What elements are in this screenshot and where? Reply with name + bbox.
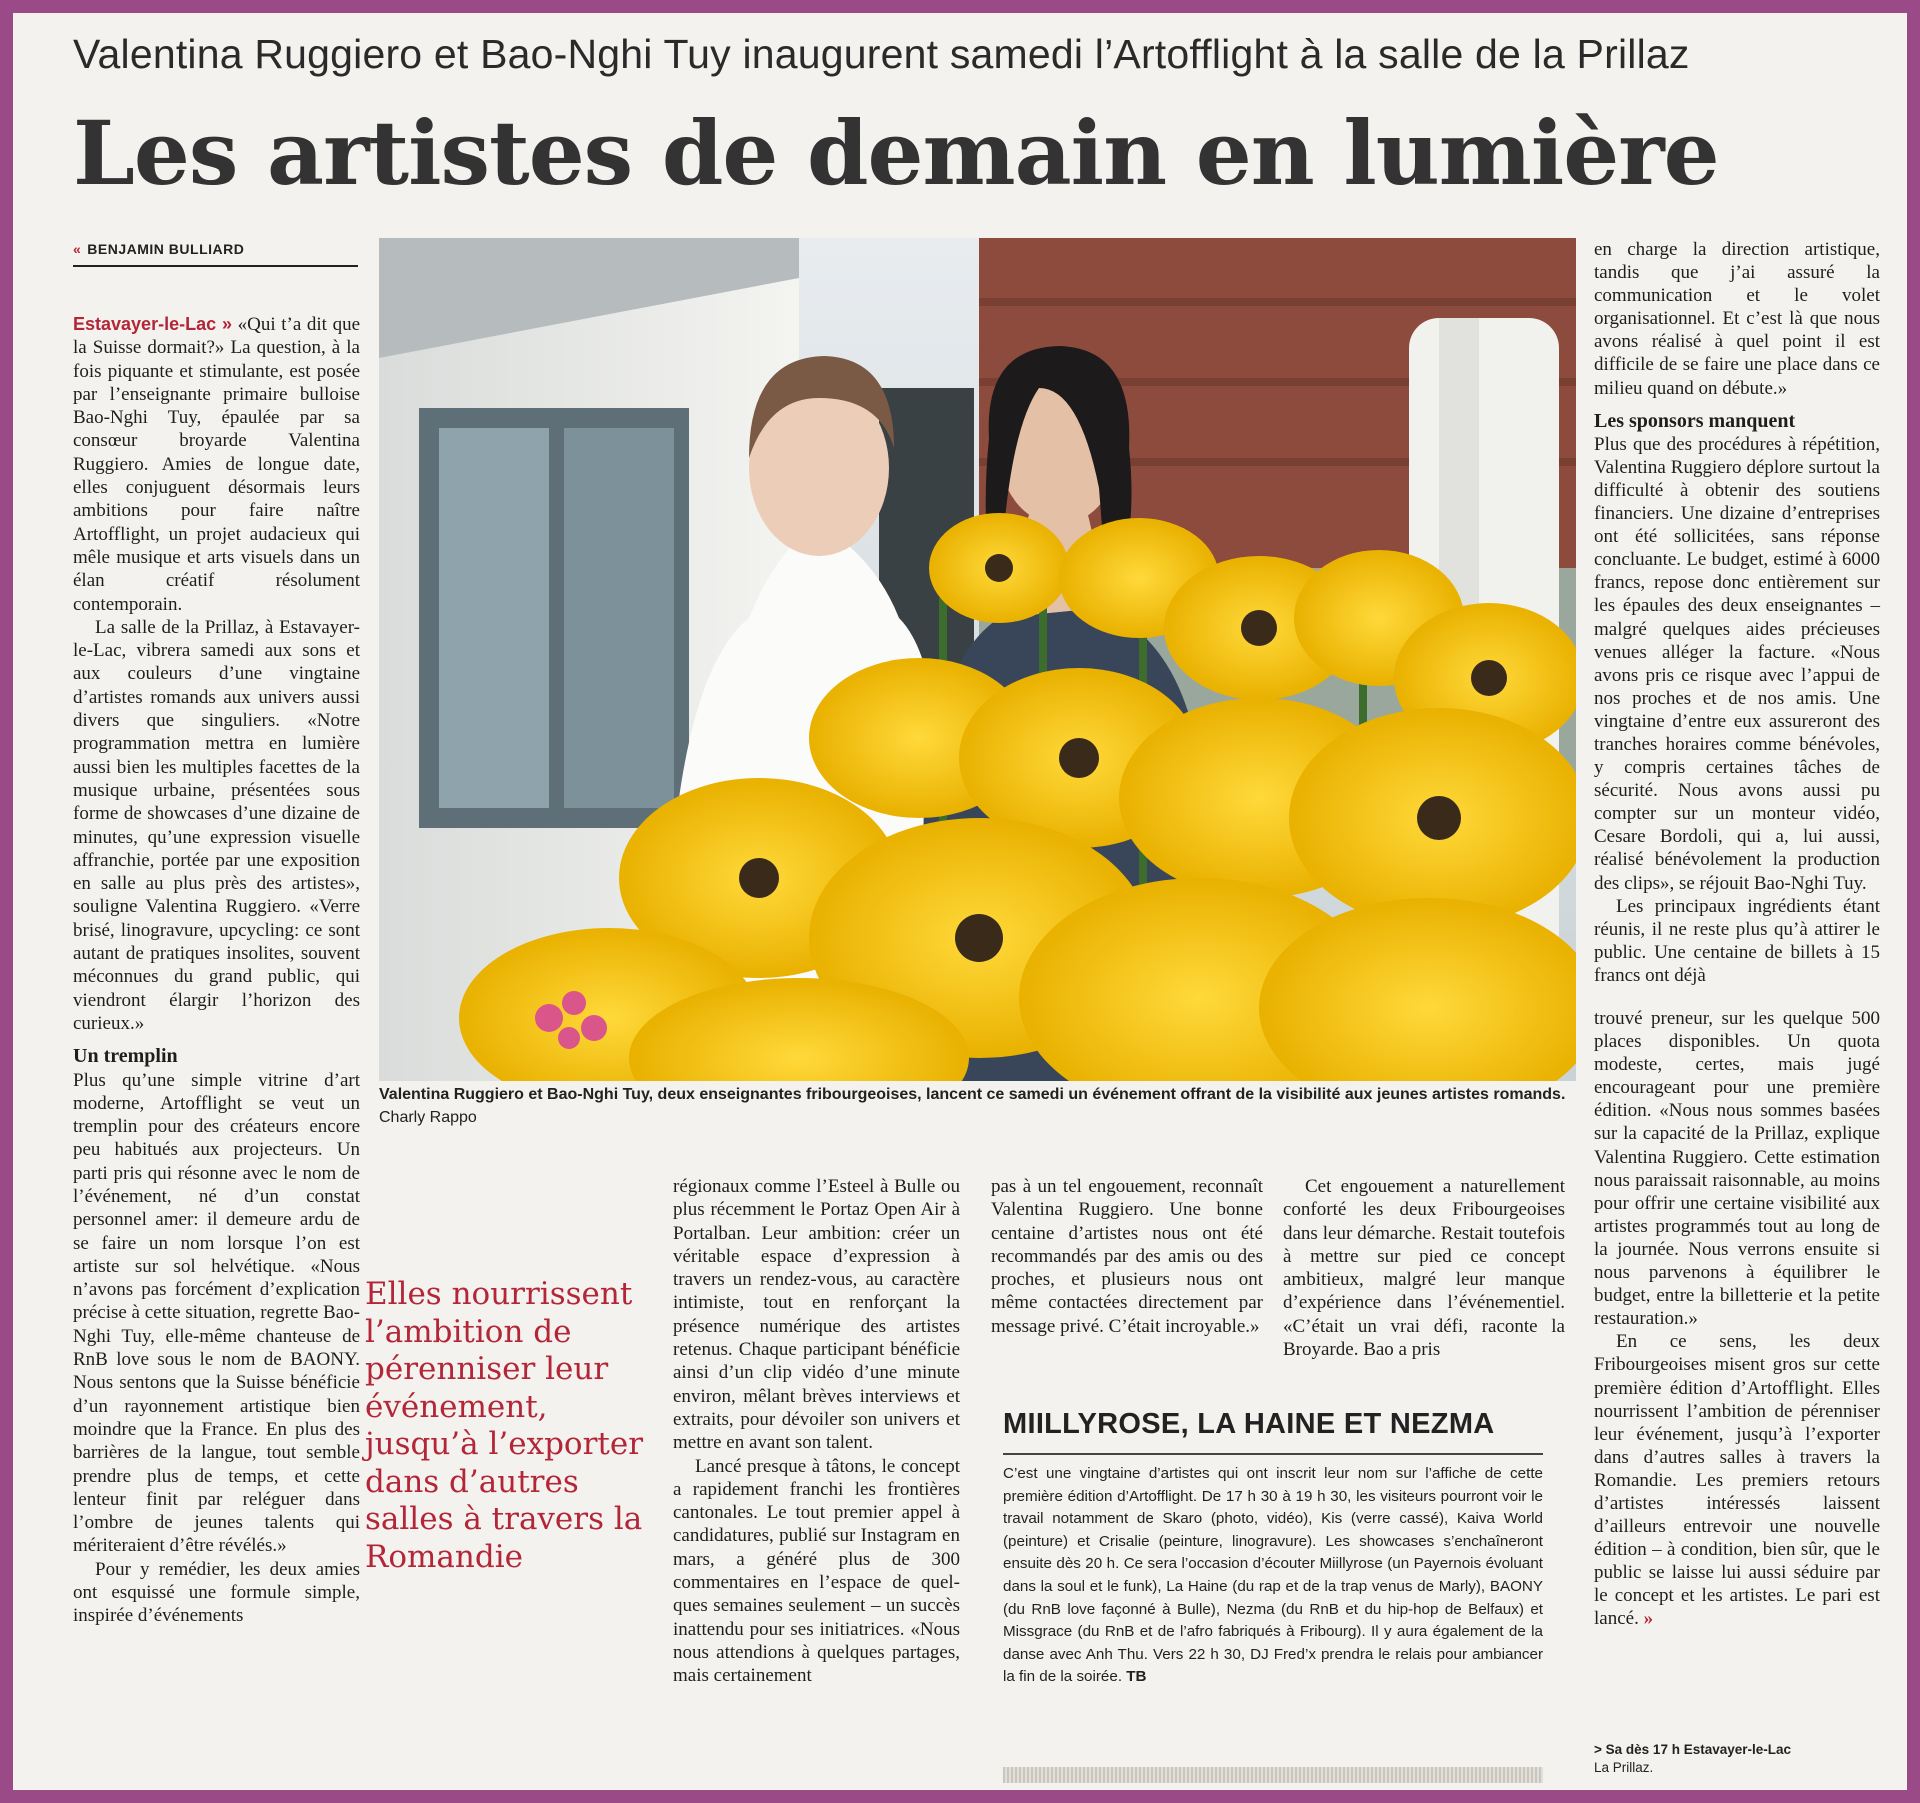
- photo-credit: Charly Rappo: [379, 1109, 477, 1126]
- box-signature: TB: [1126, 1668, 1147, 1686]
- paragraph: Plus que des procédures à répétition, Valentina Ruggiero déplore surtout la difficulté à obtenir des soutiens financiers. Une dizaine d’entreprises ont été sollicitées, sans réponse concluante. Le budget, estimé à 6000 francs, repose donc entièrement sur les épaules des deux enseignantes – malgré quelques aides précieuses venues alléger la facture. «Nous avons pris ce risque avec l’appui de nos proches et de nos amis. Une vingtaine d’entre eux assureront des tranches horaires comme bénévoles, y compris certaines tâches de sécurité. Nous avons aussi pu compter sur un monteur vidéo, Cesare Bordoli, qui a, lui aussi, réalisé bénévolement la production des clips», se réjouit Bao-Nghi Tuy.: [1594, 433, 1880, 894]
- paragraph: régionaux comme l’Esteel à Bulle ou plus récemment le Portaz Open Air à Portalban. Leur ambition: créer un véritable espace d’expression à travers un rendez-vous, au caractère intimiste, tout en renforçant la présence numérique des artistes retenus. Chaque participant bénéficie ainsi d’un clip vidéo d’une minute environ, mêlant brèves interviews et extraits, pour dévoiler son univers et mettre en avant son talent.: [673, 1176, 960, 1454]
- photo-illustration: [379, 238, 1576, 1081]
- column-5: [1594, 238, 1880, 1631]
- event-info-line: [1594, 1741, 1791, 1759]
- event-info-lead: Sa dès 17 h Estavayer-le-Lac: [1605, 1742, 1792, 1757]
- caption-text: Valentina Ruggiero et Bao-Nghi Tuy, deux enseignantes fribourgeoises, lancent ce samedi un événement offrant de la visibilité aux jeunes artistes romands.: [379, 1086, 1566, 1103]
- column-4: [1283, 1175, 1565, 1361]
- column-1: [73, 313, 360, 1628]
- column-2: [673, 1175, 960, 1688]
- paragraph: pas à un tel engouement, reconnaît Valentina Ruggiero. Une bonne centaine d’artistes nous ont été recommandés par des amis ou des proches, et plusieurs nous ont même contactées directement par message privé. C’était incroyable.»: [991, 1176, 1263, 1337]
- byline-marker: «: [73, 241, 82, 257]
- paragraph: Pour y remédier, les deux amies ont esquissé une formule simple, inspirée d’événements: [73, 1558, 360, 1627]
- article-photo: [379, 238, 1576, 1081]
- paragraph: Cet engouement a naturellement conforté les deux Fribourgeoises dans leur démarche. Restait toutefois à mettre sur pied ce concept ambitieux, malgré leur manque d’expérience dans l’événementiel. «C’était un vrai défi, raconte la Broyarde. Bao a pris: [1283, 1176, 1565, 1361]
- event-venue: La Prillaz.: [1594, 1760, 1654, 1775]
- box-title: MIILLYROSE, LA HAINE ET NEZMA: [1003, 1408, 1495, 1440]
- box-footer-bar: [1003, 1767, 1543, 1783]
- box-divider: [1003, 1453, 1543, 1455]
- article-kicker: Valentina Ruggiero et Bao-Nghi Tuy inaugurent samedi l’Artofflight à la salle de la Prillaz: [73, 31, 1690, 77]
- box-body: [1003, 1463, 1543, 1689]
- newspaper-page: [13, 13, 1907, 1790]
- byline-author: BENJAMIN BULLIARD: [87, 241, 245, 257]
- pull-quote: Elles nourrissent l’ambition de pérenniser leur événement, jusqu’à l’exporter dans d’autres salles à travers la Romandie: [365, 1276, 644, 1575]
- photo-caption: [379, 1083, 1569, 1129]
- subhead-sponsors: Les sponsors manquent: [1594, 409, 1796, 432]
- event-info: [1594, 1741, 1791, 1777]
- article-headline: Les artistes de demain en lumière: [73, 101, 1719, 205]
- paragraph-final: [1594, 1330, 1880, 1630]
- paragraph: Lancé presque à tâtons, le concept a rapidement franchi les frontières cantonales. Le tout premier appel à candidatures, publié sur Instagram en mars, a généré plus de 300 commentaires en l’espace de quel-ques semaines seulement – un succès inattendu pour ses initiatrices. «Nous nous attendions à quelques partages, mais certainement: [673, 1455, 960, 1687]
- column-3: [991, 1175, 1263, 1338]
- paragraph: Plus qu’une simple vitrine d’art moderne, Artofflight se veut un tremplin pour des créateurs encore peu habitués aux projecteurs. Un parti pris qui résonne avec le nom de l’événement, né d’un constat personnel amer: il demeure ardu de se faire un nom lorsque l’on est artiste sur sol helvétique. «Nous n’avons pas forcément d’explication précise à cette situation, regrette Bao-Nghi Tuy, elle-même chanteuse de RnB love sous le nom de BAONY. Nous sentons que la Suisse bénéficie d’un rayonnement artistique bien moindre que la France. En plus des barrières de la langue, tout semble prendre plus de temps, et cette lenteur finit par reléguer dans l’ombre de jeunes talents qui mériteraient d’être révélés.»: [73, 1069, 360, 1557]
- subhead-tremplin: Un tremplin: [73, 1045, 178, 1068]
- paragraph-final-text: En ce sens, les deux Fribourgeoises misent gros sur cette première édition d’Artofflight. Elles nourrissent l’ambition de pérenniser leur événement, jusqu’à l’exporter dans d’autres salles à travers la Romandie. Les premiers retours d’artistes intéressés laissent d’ailleurs entrevoir une nouvelle édition – à condition, bien sûr, que le public se laisse lui aussi séduire par le concept et les artistes. Le pari est lancé.: [1594, 1331, 1880, 1630]
- paragraph-lead: [73, 313, 360, 616]
- event-info-marker: >: [1594, 1742, 1602, 1757]
- dateline: Estavayer-le-Lac »: [73, 314, 232, 334]
- paragraph-lead-text: «Qui t’a dit que la Suisse dormait?» La question, à la fois piquante et stimulante, est posée par l’enseignante primaire bulloise Bao-Nghi Tuy, épaulée par sa consœur broyarde Valentina Ruggiero. Amies de longue date, elles conjuguent désormais leurs ambitions pour faire naître Artofflight, un projet audacieux qui mêle musique et arts visuels dans un élan créatif résolument contemporain.: [73, 314, 361, 615]
- byline: [73, 241, 358, 267]
- box-text: C’est une vingtaine d’artistes qui ont inscrit leur nom sur l’affiche de cette première édition d’Artofflight. De 17 h 30 à 19 h 30, les visiteurs pourront voir le travail notamment de Skaro (photo, vidéo), Kis (verre cassé), Kaiva World (peinture) et Crisalie (peinture, linogravure). Les showcases s’enchaîneront ensuite dès 20 h. Ce sera l’occasion d’écouter Miillyrose (un Payernois évoluant dans la soul et le funk), La Haine (du rap et de la trap venus de Marly), BAONY (du RnB love façonné à Bulle), Nezma (du RnB et du hip-hop de Belfaux) et Missgrace (du RnB et de l’afro fabriqués à Fribourg). Il y aura également de la danse avec Anh Thu. Vers 22 h 30, DJ Fred’x prendra le relais pour ambiancer la fin de la soirée.: [1003, 1465, 1543, 1686]
- paragraph: en charge la direction artistique, tandis que j’ai assuré la communication et le volet organisationnel. Et c’est là que nous avons réalisé à quel point il est difficile de se faire une place dans ce milieu quand on débute.»: [1594, 239, 1880, 399]
- end-mark: »: [1643, 1608, 1654, 1630]
- paragraph: Les principaux ingrédients étant réunis, il ne reste plus qu’à attirer le public. Une centaine de billets à 15 francs ont déjà: [1594, 895, 1880, 986]
- paragraph: trouvé preneur, sur les quelque 500 places disponibles. Un quota modeste, certes, mais jugé encourageant pour une première édition. «Nous nous sommes basées sur la capacité de la Prillaz, explique Valentina Ruggiero. Cette estimation nous paraissait raisonnable, au moins pour offrir une certaine visibilité aux artistes programmés tout au long de la journée. Nous verrons ensuite si nous parvenons à équilibrer le budget, entre la billetterie et la petite restauration.»: [1594, 1008, 1880, 1330]
- paragraph: La salle de la Prillaz, à Estavayer-le-Lac, vibrera samedi aux sons et aux couleurs d’une vingtaine d’artistes romands aux univers aussi divers que singuliers. «Notre programmation mettra en lumière aussi bien les multiples facettes de la musique urbaine, présentées sous forme de showcases d’une dizaine de minutes, qu’une expression visuelle affranchie, portée par une exposition en salle au plus près des artistes», souligne Valentina Ruggiero. «Verre brisé, linogravure, upcycling: ce sont autant de pratiques insolites, souvent méconnues du grand public, qui viendront élargir l’horizon des curieux.»: [73, 616, 360, 1034]
